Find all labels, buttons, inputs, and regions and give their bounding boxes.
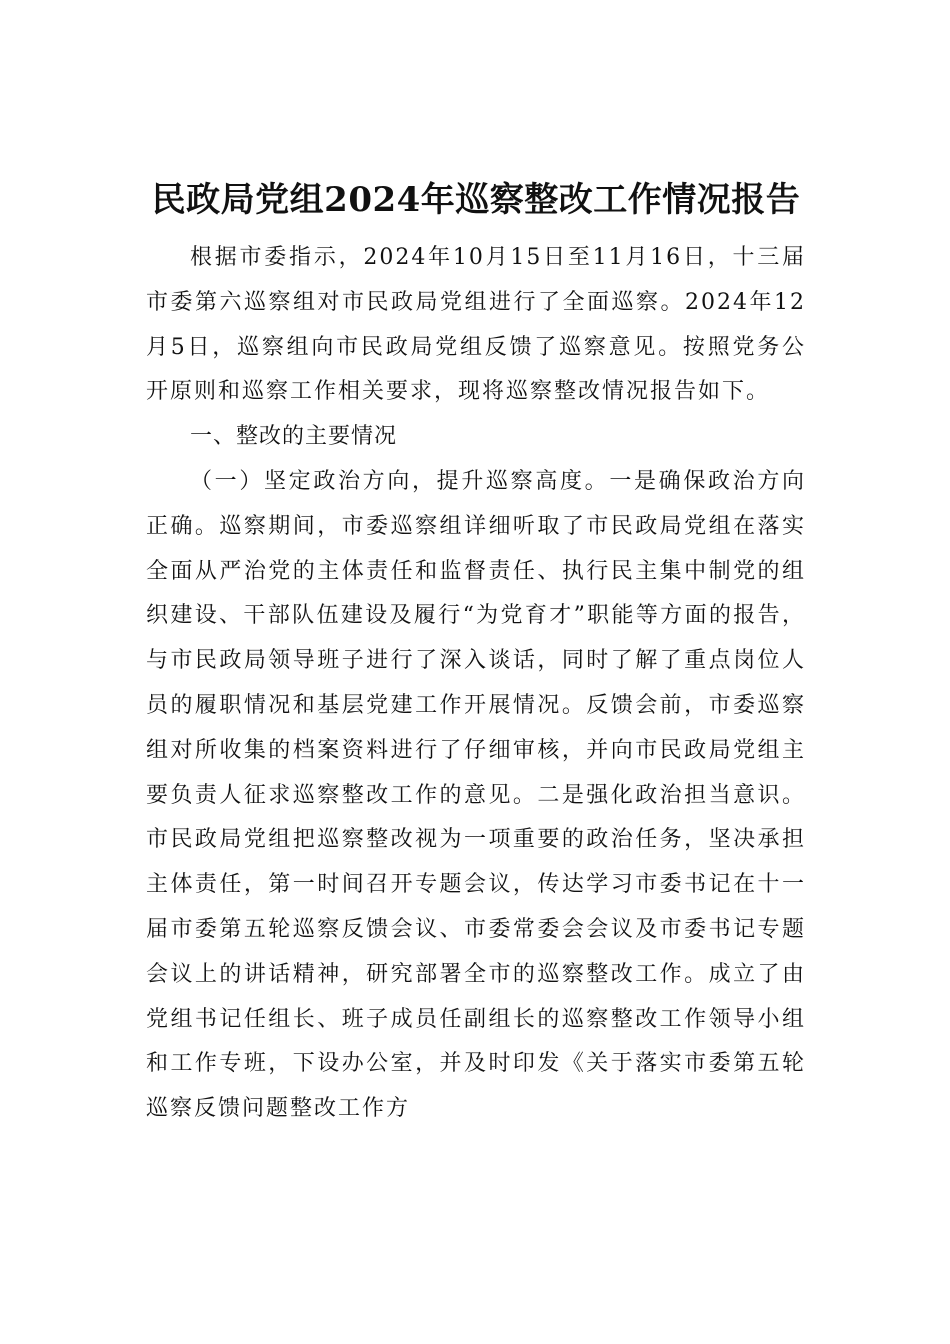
body-paragraph: （一）坚定政治方向，提升巡察高度。一是确保政治方向正确。巡察期间，市委巡察组详细听取了市民政局党组在落实全面从严治党的主体责任和监督责任、执行民主集中制党的组织建设、干部队伍建设及履行“为党育才”职能等方面的报告，与市民政局领导班子进行了深入谈话，同时了解了重点岗位人员的履职情况和基层党建工作开展情况。反馈会前，市委巡察组对所收集的档案资料进行了仔细审核，并向市民政局党组主要负责人征求巡察整改工作的意见。二是强化政治担当意识。市民政局党组把巡察整改视为一项重要的政治任务，坚决承担主体责任，第一时间召开专题会议，传达学习市委书记在十一届市委第五轮巡察反馈会议、市委常委会会议及市委书记专题会议上的讲话精神，研究部署全市的巡察整改工作。成立了由党组书记任组长、班子成员任副组长的巡察整改工作领导小组和工作专班，下设办公室，并及时印发《关于落实市委第五轮巡察反馈问题整改工作方 — [146, 468, 806, 1122]
section-heading: 一、整改的主要情况 — [190, 424, 398, 450]
document-body — [146, 168, 806, 1132]
document-title: 民政局党组2024年巡察整改工作情况报告 — [151, 180, 801, 220]
intro-paragraph: 根据市委指示，2024年10月15日至11月16日，十三届市委第六巡察组对市民政局党组进行了全面巡察。2024年12月5日，巡察组向市民政局党组反馈了巡察意见。按照党务公开原则和巡察工作相关要求，现将巡察整改情况报告如下。 — [146, 245, 806, 405]
